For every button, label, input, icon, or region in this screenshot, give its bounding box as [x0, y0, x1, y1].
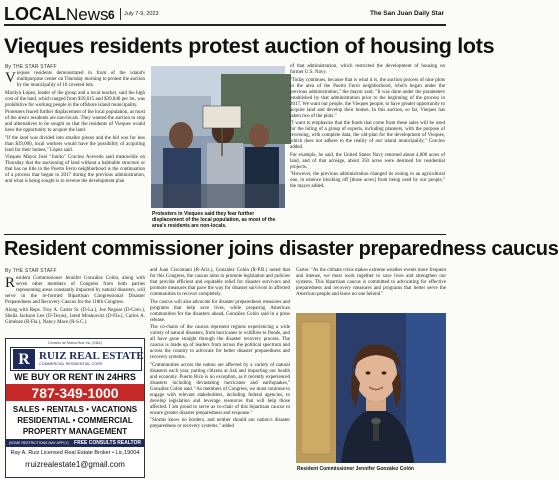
story2-headline: Resident commissioner joins disaster preparedness caucus [4, 238, 559, 260]
svg-text:R: R [18, 351, 30, 368]
story2-c3-p1: Carter. "As the climate crisis makes extreme weather events more frequent and intense, we must work together to save lives and strengthen our systems. This bipartisan caucus is committed to advocating for effective preparedness and recovery measures and programs that better serve the American people and leave no one behind." [296, 268, 446, 297]
story2-dropcap: R [5, 275, 16, 291]
section-suffix: News [66, 5, 109, 24]
story1-c3-p5: "However, the previous administration changed its zoning to an agricultural one, in essence blocking off [those acres] from being used by our people," the mayor added. [290, 172, 445, 189]
story2-c2-p4: "Communities across the nation are affected by a variety of natural disasters each year, putting citizens at risk and impacting our health and economy. Puerto Rico is no exception, as it recently experienced disasters including devastating hurricanes and earthquakes," González Colón said. "As members of Congress, we must continue to engage with relevant stakeholders, including federal agencies, to develop legislation and leverage resources that will help those affected. I am proud to serve as co-chair of this bipartisan caucus to ensure greater disaster preparedness and response." [150, 362, 290, 416]
story1-c3-p3: "I want to emphasize that the funds that come from these sales will be used for the hiring of a group of experts, including planners, with the purpose of reversing, with complete data, the old-plan for the development of Vieques, which does not adhere to the reality of our island municipality," Corcino added. [290, 121, 445, 150]
ad-services-1: SALES • RENTALS • VACATIONS [12, 405, 138, 414]
story2-column-3 [296, 268, 446, 310]
ad-logo-box [10, 347, 142, 371]
story2-c2-p1: and Juan Ciscomani (R-Ariz.), González Colón (R-P.R.) noted that for this Congress, the caucus aims to promote legislation and policies that provide efficient and equitable relief for disaster survivors and promote measures that pave the way for disaster survivors in affected communities to recover completely. [150, 268, 290, 297]
story1-p4: "If the land was divided into smaller pieces and the bid was for less than $39,000, local workers would have the possibility of acquiring land for their homes," López said. [5, 135, 145, 153]
commissioner-photo [296, 313, 446, 463]
commissioner-photo-illustration [296, 313, 446, 463]
story1-p3: Protesters feared further displacement of the local population, as most of the area's residents are non-locals. They wanted the auction to stop and alternatives to be sought so that the residents of Vieques would have the opportunity to acquire the land. [5, 110, 145, 133]
story2-p1: esident Commissioner Jennifer González Colón, along with seven other members of Congress from both parties representing areas constantly impacted by natural disasters, will serve in the re-formed Bipartisan Congressional Disaster Preparedness and Recovery Caucus for the 118th Congress. [5, 276, 145, 305]
story2-c2-p2: The caucus will also advocate for disaster preparedness measures and programs that help save lives, while preparing American communities for the disasters ahead, González Colón said in a press release. [150, 299, 290, 323]
ad-broker: Ray A. Ruiz Licensed Real Estate Broker • Lic.19004 [10, 450, 140, 456]
story-separator [4, 234, 446, 235]
protest-photo [151, 66, 285, 208]
section-title [4, 6, 109, 23]
story2-c2-p5: "Storms know no borders, and neither should our nation's disaster preparedness or recovery systems," added [150, 418, 290, 429]
issue-date: July 7-9, 2023 [124, 11, 159, 17]
story1-c3-p4: For example, he said, the United States Navy returned about 4,000 acres of land, and of that acreage, about 350 acres were destined for residential projects. [290, 152, 445, 170]
story1-headline: Vieques residents protest auction of housing lots [4, 34, 495, 58]
story2-photo-caption: Resident Commissioner Jennifer González Colón [297, 466, 414, 472]
page-number: 6 [108, 8, 115, 22]
story2-byline: By THE STAR STAFF [5, 268, 57, 274]
story1-c3-p2: "Today continues, because that is what it is, the auction process of nine plots in the area of the Puerto Ferro neighborhood, which began under the previous administration," the mayor said. "It was done under the parameters established by that administration prior to the beginning of the process in 2017. We want our people, the Vieques people, to have greater opportunity to acquire land and develop their homes. In this auction, so far, Vieques has taken two of the plots." [290, 77, 445, 119]
story1-c3-p1: of that administration, which restricted the development of housing on former U.S. Navy. [290, 64, 445, 75]
ad-email[interactable]: rruizrealestate1@gmail.com [25, 460, 125, 469]
ad-logo-sub: COMMERCIAL RESIDENTIAL CORP. [39, 362, 103, 366]
ad-logo-name: RUIZ REAL ESTATE [39, 350, 144, 362]
ad-restricted: (SOME RESTRICTIONS MAY APPLY) [9, 440, 69, 445]
ad-info-band [6, 439, 144, 447]
story1-byline: By THE STAR STAFF [5, 64, 57, 70]
divider-bar [120, 8, 121, 20]
ruiz-logo-icon [13, 349, 35, 369]
paper-name: The San Juan Daily Star [369, 10, 444, 17]
story2-c2-p3: The co-chairs of the caucus represent regions experiencing a wide variety of natural disasters, from hurricanes to wildfires to floods, and all have gone straight through the disaster recovery process. The caucus is made up of leaders from across the political spectrum and across the country to advocate for better disaster preparedness and recovery systems. [150, 325, 290, 360]
ad-free-consults: FREE CONSULTS REALTOR [74, 440, 141, 446]
story1-dropcap: V [5, 70, 16, 86]
section-word: LOCAL [4, 4, 66, 24]
ad-phone: 787-349-1000 [31, 385, 119, 401]
ad-buy-line: WE BUY OR RENT IN 24HRS [14, 372, 136, 382]
header-rule [4, 24, 446, 26]
story1-column-3 [290, 64, 445, 231]
story1-photo-caption: Protesters in Vieques said they fear further displacement of the local population, as most of the area's residents are non-locals. [152, 211, 276, 229]
story2-column-1 [5, 276, 145, 336]
story1-column-1 [5, 71, 145, 231]
realestate-ad [5, 338, 145, 478]
masthead [0, 0, 450, 26]
ad-services-3: PROPERTY MANAGEMENT [22, 427, 128, 436]
story1-p2: Marilyn López, leader of the group and a local teacher, said the high cost of the land, which ranged from $39,015 and $39,840 per lot, was prohibitive for working people in the offshore island municipality. [5, 90, 145, 108]
ad-services-2: RESIDENTIAL • COMMERCIAL [17, 416, 133, 425]
ad-phone-band [6, 384, 144, 401]
story1-p5: Vieques Mayor José "Junito" Corcino Acevedo said meanwhile on Thursday that the auctioning of land without a habitable structure or that has no title in the Puerto Ferro neighborhood is the continuation of a process that began in 2017 during the previous administration, and what is being sought is to reverse the development plan [5, 155, 145, 184]
story2-p2: Along with Reps. Troy A. Carter Sr. (D-La.), Joe Neguse (D-Colo.), Sheila Jackson Lee (D-Texas), Jared Moskowitz (D-Fla.), Carlos A. Giménez (R-Fla.), Nancy Mace (R-S.C.) [5, 307, 145, 325]
ad-tagline: Dominio de Marca Ruiz Inc. (DBA) [48, 341, 102, 345]
story2-column-2 [150, 268, 290, 476]
story1-p1: ieques residents demonstrated in front of the island's multipurpose center on Thursday morning to protest the auction by the municipality of 10 coveted lots. [16, 71, 145, 88]
protest-photo-illustration [151, 66, 285, 208]
